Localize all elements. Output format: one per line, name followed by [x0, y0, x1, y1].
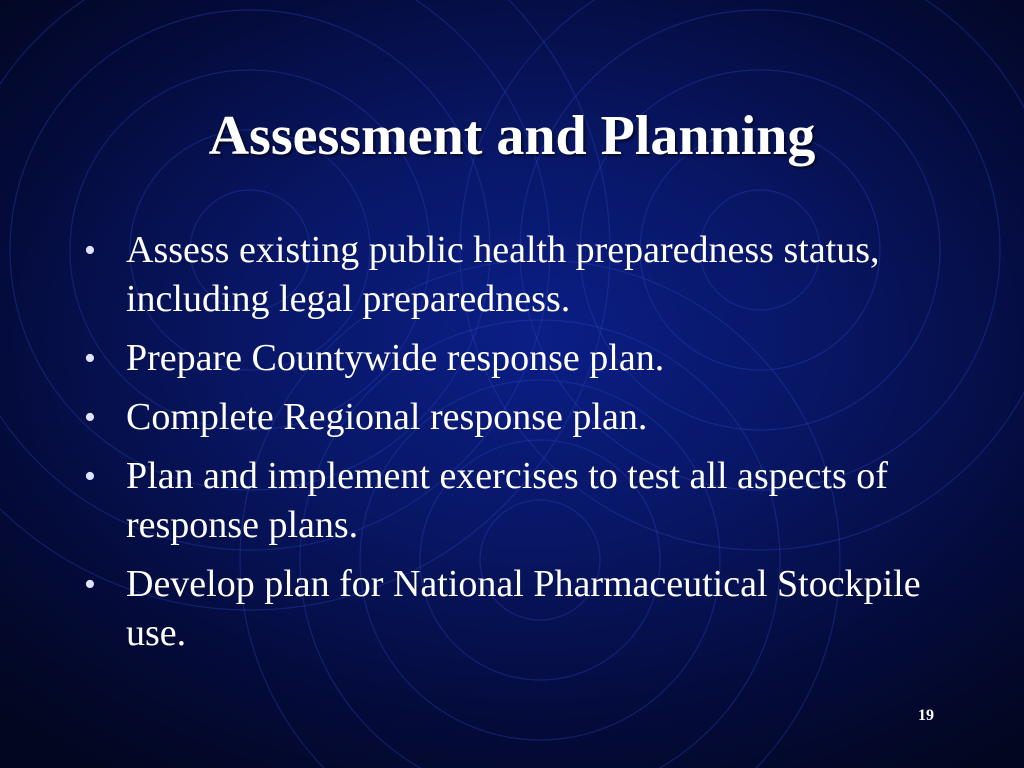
- bullet-text: Develop plan for National Pharmaceutical Stockpile use.: [126, 563, 921, 654]
- bullet-dot-icon: •: [84, 232, 96, 269]
- bullet-text: Complete Regional response plan.: [126, 396, 648, 438]
- bullet-item: [84, 560, 944, 658]
- bullet-text: Assess existing public health preparedness status, including legal preparedness.: [126, 229, 880, 320]
- bullet-item: [84, 452, 944, 550]
- bullet-item: [84, 226, 944, 324]
- bullet-dot-icon: •: [84, 340, 96, 377]
- bullet-text: Plan and implement exercises to test all aspects of response plans.: [126, 455, 888, 546]
- bullet-dot-icon: •: [84, 566, 96, 603]
- bullet-item: [84, 334, 944, 383]
- slide-title: Assessment and Planning: [208, 105, 816, 167]
- page-number: 19: [918, 707, 934, 724]
- bullet-dot-icon: •: [84, 458, 96, 495]
- bullet-dot-icon: •: [84, 399, 96, 436]
- bullet-list: [84, 226, 944, 668]
- bullet-item: [84, 393, 944, 442]
- bullet-text: Prepare Countywide response plan.: [126, 337, 665, 379]
